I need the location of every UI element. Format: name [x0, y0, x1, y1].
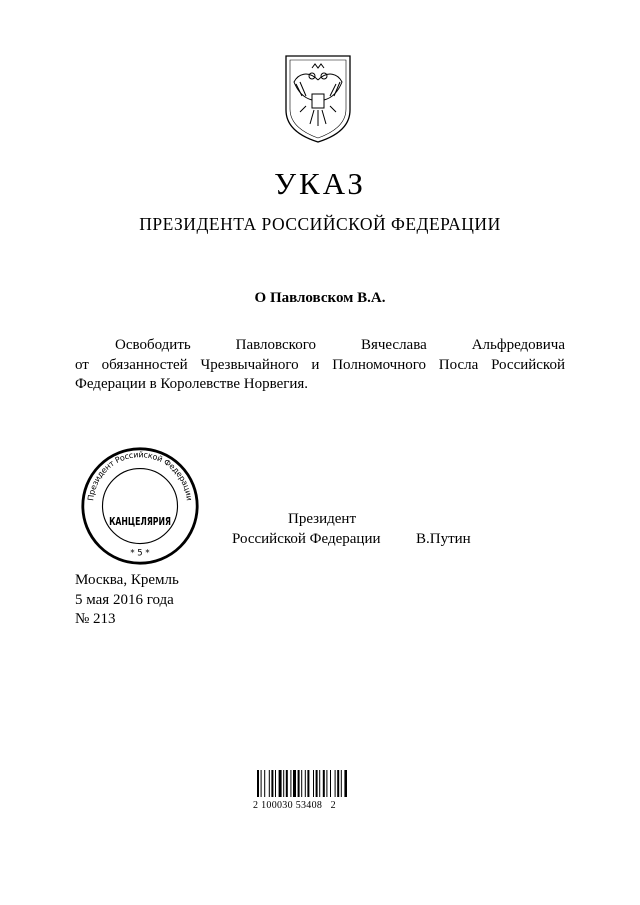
body-line-1: Освободить Павловского Вячеслава Альфредовича: [115, 337, 565, 353]
barcode-bar: [286, 770, 288, 797]
barcode-bar: [283, 770, 284, 797]
barcode-bar: [279, 770, 282, 797]
date: 5 мая 2016 года: [75, 591, 174, 608]
signature-position-line1: Президент: [288, 511, 356, 527]
decree-number: № 213: [75, 611, 116, 627]
body-rest: от обязанностей Чрезвычайного и Полномочного Посла Российской Федерации в Королевстве Норвегия.: [75, 356, 565, 392]
barcode-bar: [264, 770, 265, 797]
place: Москва, Кремль: [75, 572, 179, 588]
barcode-bar: [337, 770, 339, 797]
barcode-bar: [319, 770, 320, 797]
barcode-bar: [298, 770, 300, 797]
stamp-center-text: КАНЦЕЛЯРИЯ: [109, 515, 171, 528]
barcode-bar: [307, 770, 309, 797]
document-heading: О Павловском В.А.: [254, 290, 386, 306]
barcode-bar: [269, 770, 270, 797]
document-subtitle: ПРЕЗИДЕНТА РОССИЙСКОЙ ФЕДЕРАЦИИ: [139, 214, 501, 234]
barcode-bar: [341, 770, 342, 797]
barcode-bar: [313, 770, 314, 797]
coat-of-arms-emblem: [278, 52, 358, 144]
barcode: [255, 762, 347, 798]
barcode-bar: [257, 770, 259, 797]
signature-position-line2: Российской Федерации: [232, 531, 381, 547]
barcode-bar: [330, 770, 331, 797]
place-date-number: [75, 571, 179, 630]
stamp-ring: [86, 450, 194, 501]
stamp-ring-text: Президент Российской Федерации: [86, 450, 194, 502]
barcode-bar: [326, 770, 327, 797]
office-stamp: [80, 446, 200, 566]
barcode-bar: [344, 770, 347, 797]
signature-name: В.Путин: [416, 531, 471, 547]
barcode-bar: [323, 770, 325, 797]
barcode-bar: [301, 770, 302, 797]
barcode-bar: [293, 770, 296, 797]
barcode-bar: [305, 770, 306, 797]
barcode-bar: [261, 770, 262, 797]
barcode-bar: [316, 770, 318, 797]
stamp-number: * 5 *: [130, 547, 150, 558]
document-title: УКАЗ: [274, 166, 366, 201]
barcode-bar: [335, 770, 336, 797]
barcode-number: 2 100030 53408 2: [253, 800, 336, 811]
barcode-bar: [271, 770, 273, 797]
document-body: [75, 336, 565, 395]
barcode-bar: [290, 770, 291, 797]
barcode-bar: [275, 770, 276, 797]
